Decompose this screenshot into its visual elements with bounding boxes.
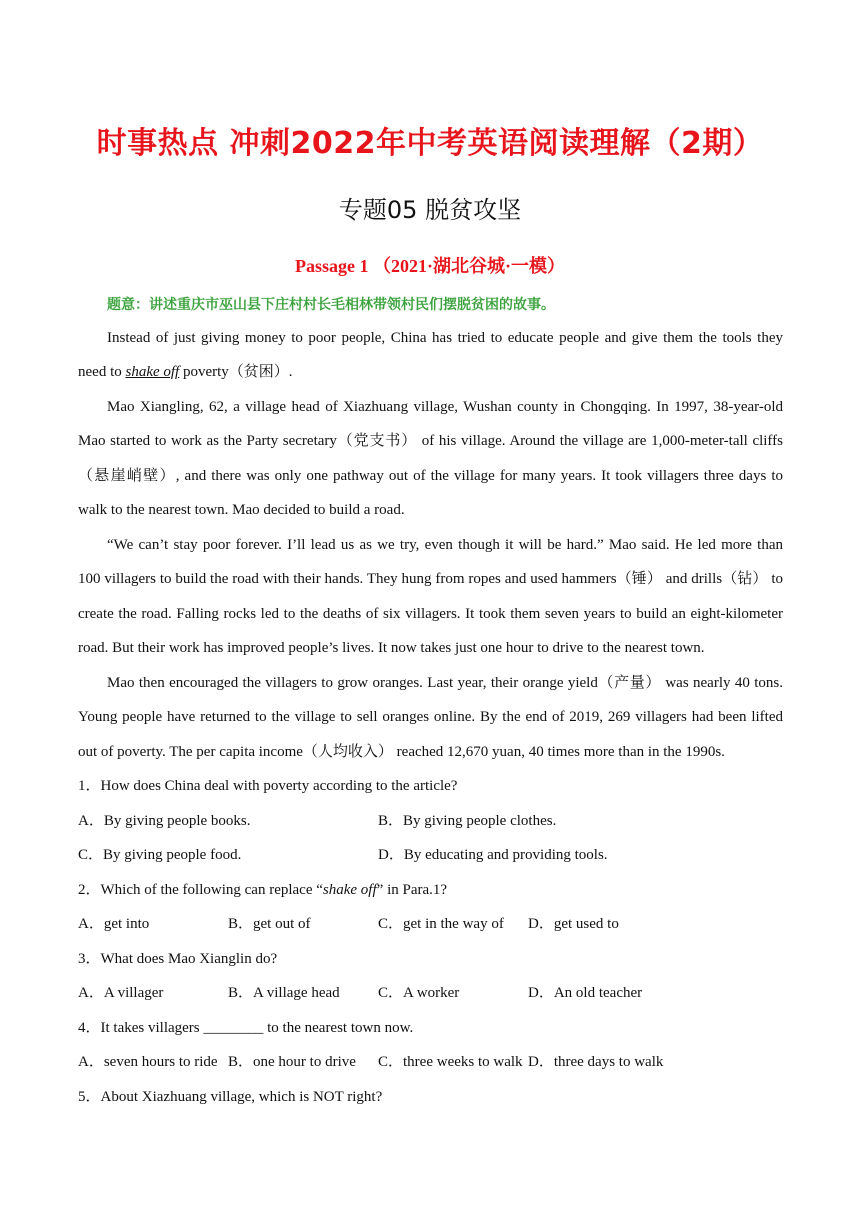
option-b: B．one hour to drive (228, 1054, 356, 1070)
question-stem: 1．How does China deal with poverty according to the article? (78, 778, 458, 794)
paragraph-line: Mao Xiangling, 62, a village head of Xiazhuang village, Wushan county in Chongqing. In 1997, 38-year-old (107, 399, 783, 415)
option-d: D．three days to walk (528, 1054, 664, 1070)
paragraph-line: create the road. Falling rocks led to the deaths of six villagers. It took them seven years to build an eight-kilometer (78, 606, 783, 622)
option-a: A．By giving people books. (78, 813, 251, 829)
option-d: D．An old teacher (528, 985, 643, 1001)
option-c: C．get in the way of (378, 916, 504, 932)
paragraph-line: “We can’t stay poor forever. I’ll lead us as we try, even though it will be hard.” Mao said. He led more than (107, 537, 783, 553)
paragraph-line: Young people have returned to the village to sell oranges online. By the end of 2019, 269 villagers had been lifted (78, 709, 783, 725)
paragraph-line: Instead of just giving money to poor people, China has tried to educate people and give them the tools they (107, 330, 783, 346)
paragraph-line: walk to the nearest town. Mao decided to build a road. (78, 502, 405, 518)
option-c: C．three weeks to walk (378, 1054, 523, 1070)
topic-summary: 题意：讲述重庆市巫山县下庄村村长毛相林带领村民们摆脱贫困的故事。 (107, 297, 555, 313)
option-b: B．A village head (228, 985, 340, 1001)
paragraph-line: Mao then encouraged the villagers to grow oranges. Last year, their orange yield（产量） was nearly 40 tons. (107, 675, 783, 691)
main-title: 时事热点 冲刺2022年中考英语阅读理解（2期） (96, 126, 764, 161)
option-d: D．get used to (528, 916, 619, 932)
passage-title: Passage 1 （2021·湖北谷城·一模） (295, 256, 565, 276)
text-run: ” in Para.1? (376, 882, 448, 898)
paragraph-line (78, 362, 293, 382)
paragraph-line: （悬崖峭壁）, and there was only one pathway out of the village for many years. It took villagers three days to (78, 468, 783, 484)
text-run: poverty（贫困）. (179, 364, 293, 380)
question-stem: 4．It takes villagers ________ to the nearest town now. (78, 1020, 414, 1036)
option-a: A．A villager (78, 985, 164, 1001)
paragraph-line: 100 villagers to build the road with their hands. They hung from ropes and used hammers（锤） and drills（钻） to (78, 571, 783, 587)
option-a: A．seven hours to ride (78, 1054, 218, 1070)
question-stem: 3．What does Mao Xianglin do? (78, 951, 278, 967)
question-stem (78, 880, 447, 900)
highlighted-phrase: shake off (322, 882, 377, 898)
text-run: 2．Which of the following can replace “ (78, 882, 323, 898)
option-c: C．A worker (378, 985, 460, 1001)
paragraph-line: road. But their work has improved people’s lives. It now takes just one hour to drive to the nearest town. (78, 640, 705, 656)
paragraph-line: out of poverty. The per capita income（人均收入） reached 12,670 yuan, 40 times more than in the 1990s. (78, 744, 725, 760)
paragraph-line: Mao started to work as the Party secretary（党支书） of his village. Around the village are 1,000-meter-tall cliffs (78, 433, 783, 449)
option-c: C．By giving people food. (78, 847, 242, 863)
option-b: B．get out of (228, 916, 311, 932)
highlighted-phrase: shake off (125, 364, 180, 380)
option-a: A．get into (78, 916, 150, 932)
option-d: D．By educating and providing tools. (378, 847, 608, 863)
sub-title: 专题05 脱贫攻坚 (338, 196, 522, 224)
question-stem: 5．About Xiazhuang village, which is NOT right? (78, 1089, 383, 1105)
option-b: B．By giving people clothes. (378, 813, 557, 829)
text-run: need to (78, 364, 126, 380)
